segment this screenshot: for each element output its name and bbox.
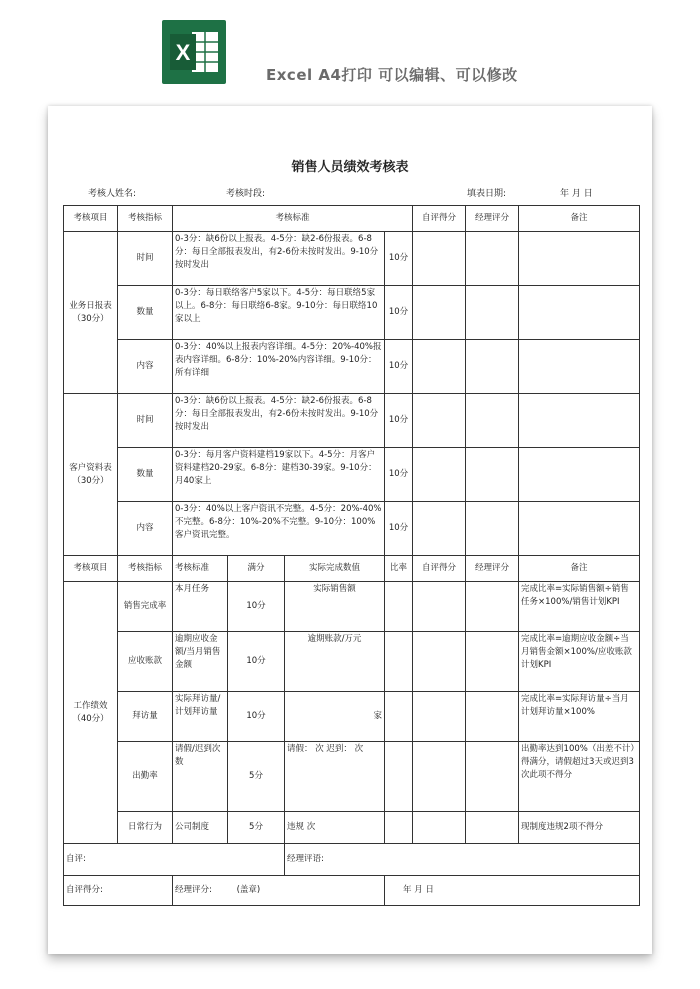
note-cell: 现制度违规2项不得分 [519,812,640,844]
self-score-cell[interactable] [413,340,466,394]
self-score-cell[interactable] [413,394,466,448]
standard-cell: 0-3分：40%以上报表内容详细。4-5分：20%-40%报表内容详细。6-8分：10%-20%内容详细。9-10分：所有详细 [173,340,385,394]
manager-score-cell[interactable] [466,812,519,844]
full-score-cell: 5分 [228,812,285,844]
header-self-score: 自评得分 [413,556,466,582]
header-standard: 考核标准 [173,206,413,232]
self-score-cell[interactable] [413,582,466,632]
group-customer-file: 客户资料表（30分） [64,394,118,556]
standard-cell: 公司制度 [173,812,228,844]
table-row [64,286,640,340]
header-item: 考核项目 [64,556,118,582]
manager-score-cell[interactable] [466,286,519,340]
table-row [64,394,640,448]
period-label: 考核时段: [226,189,266,199]
manager-score-cell[interactable] [466,340,519,394]
manager-score-cell[interactable] [466,448,519,502]
table-row [64,448,640,502]
standard-cell: 0-3分：40%以上客户资讯不完整。4-5分：20%-40%不完整。6-8分：10%-20%不完整。9-10分：100%客户资讯完整。 [173,502,385,556]
self-score-cell[interactable] [413,448,466,502]
self-score-cell[interactable] [413,232,466,286]
table-row [64,632,640,692]
full-score-cell: 10分 [385,502,413,556]
note-cell: 完成比率=实际拜访量÷当月计划拜访量×100% [519,692,640,742]
table-row [64,844,640,876]
full-score-cell: 10分 [385,286,413,340]
header-index: 考核指标 [118,556,173,582]
self-score-total-cell[interactable]: 自评得分: [64,876,173,906]
actual-cell: 逾期账款/万元 [285,632,385,692]
header-self-score: 自评得分 [413,206,466,232]
fill-date-value: 年 月 日 [560,189,593,199]
manager-score-cell[interactable] [466,632,519,692]
manager-score-label: 经理评分: [175,885,212,895]
standard-cell: 本月任务 [173,582,228,632]
full-score-cell: 10分 [385,232,413,286]
full-score-cell: 10分 [385,394,413,448]
table-row [64,340,640,394]
note-cell[interactable] [519,286,640,340]
self-score-cell[interactable] [413,742,466,812]
examinee-name-label: 考核人姓名: [88,189,137,199]
manager-score-cell[interactable] [466,394,519,448]
note-cell: 完成比率=逾期应收金额÷当月销售金额×100%/应收账款计划KPI [519,632,640,692]
index-cell: 销售完成率 [118,582,173,632]
index-cell: 日常行为 [118,812,173,844]
note-cell[interactable] [519,502,640,556]
table-row [64,812,640,844]
manager-score-cell[interactable] [466,232,519,286]
manager-comment-cell[interactable]: 经理评语: [285,844,640,876]
header-item: 考核项目 [64,206,118,232]
manager-score-total-cell[interactable] [173,876,385,906]
sign-date: 年 月 日 [403,885,434,895]
header-standard: 考核标准 [173,556,228,582]
group-work-performance: 工作绩效（40分） [64,582,118,844]
manager-score-cell[interactable] [466,742,519,812]
note-cell[interactable] [519,340,640,394]
note-cell: 出勤率达到100%（出差不计）得满分，请假超过3天或迟到3次此项不得分 [519,742,640,812]
standard-cell: 实际拜访量/计划拜访量 [173,692,228,742]
table-header-row [64,206,640,232]
full-score-cell: 5分 [228,742,285,812]
index-cell: 内容 [118,502,173,556]
note-cell[interactable] [519,232,640,286]
seal-label: (盖章) [236,885,261,895]
standard-cell: 0-3分：每日联络客户5家以下。4-5分：每日联络5家以上。6-8分：每日联络6-8家。9-10分：每日联络10家以上 [173,286,385,340]
ratio-cell[interactable] [385,632,413,692]
header-ratio: 比率 [385,556,413,582]
date-cell [385,876,640,906]
assessment-table [63,205,640,906]
header-manager-score: 经理评分 [466,556,519,582]
index-cell: 内容 [118,340,173,394]
group-daily-report: 业务日报表（30分） [64,232,118,394]
table-row [64,692,640,742]
ratio-cell[interactable] [385,812,413,844]
table-row [64,876,640,906]
header-note: 备注 [519,556,640,582]
standard-cell: 请假/迟到次数 [173,742,228,812]
table-row [64,232,640,286]
note-cell[interactable] [519,448,640,502]
excel-icon-letter: X [175,40,191,65]
self-score-cell[interactable] [413,692,466,742]
header-actual: 实际完成数值 [285,556,385,582]
index-cell: 数量 [118,448,173,502]
standard-cell: 0-3分：缺6份以上报表。4-5分：缺2-6份报表。6-8分：每日全部报表发出，有2-6份未按时发出。9-10分按时发出 [173,394,385,448]
header-index: 考核指标 [118,206,173,232]
header-full-score: 满分 [228,556,285,582]
standard-cell: 逾期应收金额/当月销售金额 [173,632,228,692]
self-score-cell[interactable] [413,502,466,556]
actual-cell: 违规 次 [285,812,385,844]
manager-score-cell[interactable] [466,582,519,632]
index-cell: 时间 [118,394,173,448]
ratio-cell[interactable] [385,742,413,812]
actual-cell: 家 [285,692,385,742]
full-score-cell: 10分 [385,448,413,502]
ratio-cell[interactable] [385,582,413,632]
manager-score-cell[interactable] [466,502,519,556]
index-cell: 出勤率 [118,742,173,812]
standard-cell: 0-3分：缺6份以上报表。4-5分：缺2-6份报表。6-8分：每日全部报表发出，有2-6份未按时发出。9-10分按时发出 [173,232,385,286]
table-row [64,502,640,556]
fill-date-label: 填表日期: [467,189,507,199]
index-cell: 应收账款 [118,632,173,692]
document-title: 销售人员绩效考核表 [291,160,409,175]
self-evaluation-cell[interactable]: 自评: [64,844,285,876]
banner-text: Excel A4打印 可以编辑、可以修改 [266,66,518,84]
self-score-cell[interactable] [413,286,466,340]
note-cell[interactable] [519,394,640,448]
self-score-cell[interactable] [413,632,466,692]
table-header-row [64,556,640,582]
table-row [64,582,640,632]
index-cell: 数量 [118,286,173,340]
table-row [64,742,640,812]
note-cell: 完成比率=实际销售额÷销售任务×100%/销售计划KPI [519,582,640,632]
full-score-cell: 10分 [228,582,285,632]
standard-cell: 0-3分：每月客户资料建档19家以下。4-5分：月客户资料建档20-29家。6-8分：建档30-39家。9-10分：月40家上 [173,448,385,502]
header-note: 备注 [519,206,640,232]
self-score-cell[interactable] [413,812,466,844]
full-score-cell: 10分 [228,692,285,742]
actual-cell: 请假： 次 迟到： 次 [285,742,385,812]
ratio-cell[interactable] [385,692,413,742]
full-score-cell: 10分 [228,632,285,692]
header-manager-score: 经理评分 [466,206,519,232]
index-cell: 时间 [118,232,173,286]
full-score-cell: 10分 [385,340,413,394]
manager-score-cell[interactable] [466,692,519,742]
index-cell: 拜访量 [118,692,173,742]
excel-icon [162,20,226,84]
actual-cell: 实际销售额 [285,582,385,632]
